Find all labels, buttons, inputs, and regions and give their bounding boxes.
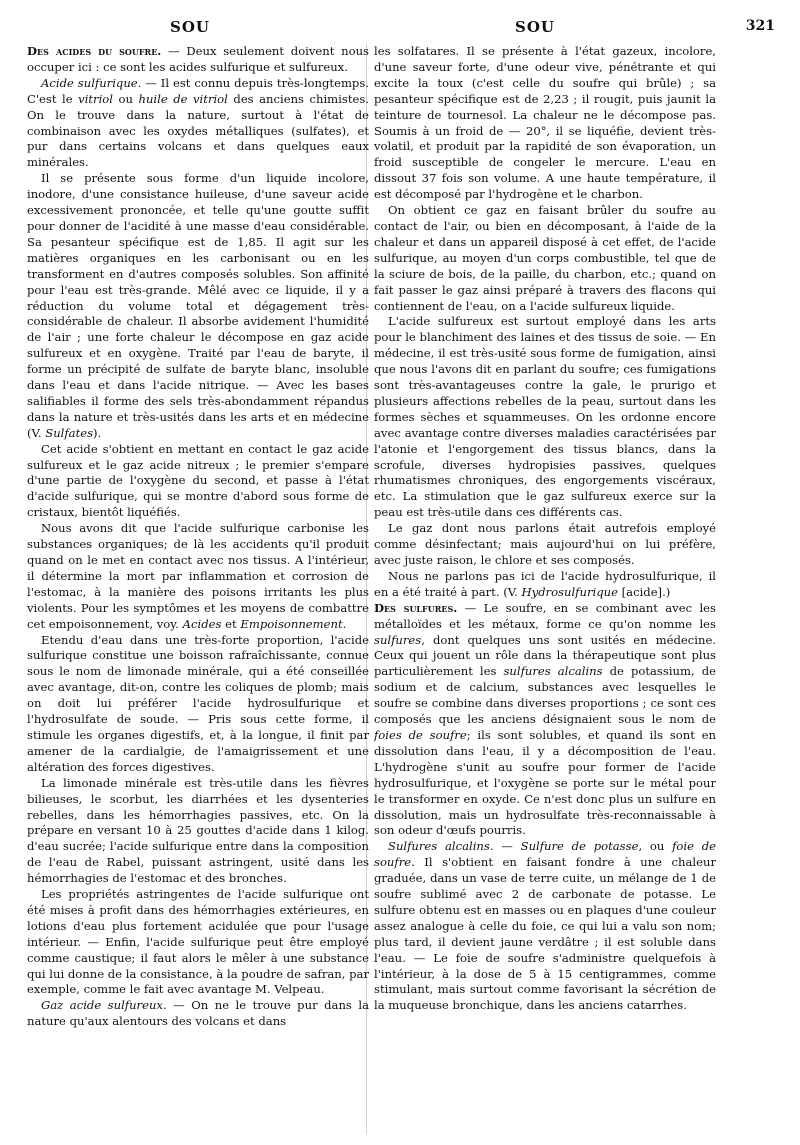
text-run: — Il est connu depuis très-longtemps. C'est le [27, 75, 369, 106]
paragraph [374, 44, 716, 203]
text-run: Les propriétés astringentes de l'acide sulfurique ont été mises à profit dans des hémorrhagies extérieures, en lotions d'eau plus fortement acidulée que pour l'usage intérieur. — Enfin, l'acide sulfurique peut être employé comme caustique; il faut alors le mêler à une substance qui lui donne de la consistance, à la poudre de safran, par exemple, comme le fait avec avantage M. Velpeau. [27, 887, 369, 997]
text-run: de potassium, de sodium et de calcium, substances avec lesquelles le soufre se combine dans diverses proportions ; ce sont ces composés que les anciens désignaient sous le nom de [374, 664, 716, 727]
text-run: L'acide sulfureux est surtout employé dans les arts pour le blanchiment des laines et des tissus de soie. — En médecine, il est très-usité sous forme de fumigation, ainsi que nous l'avons dit en parlant du soufre; ces fumigations sont très-avantageuses contre la gale, le prurigo et plusieurs affections rebelles de la peau, surtout dans les formes sèches et squammeuses. On les ordonne encore avec avantage contre diverses maladies caractérisées par l'atonie et l'engorgement des tissus blancs, dans la scrofule, diverses hydropisies passives, quelques rhumatismes chroniques, des engorgements viscéraux, etc. La stimulation que le gaz sulfureux exerce sur la peau est très-utile dans ces différents cas. [374, 314, 716, 520]
italic-term: sulfures alcalins [503, 664, 603, 679]
text-run: ; ils sont solubles, et quand ils sont en dissolution dans l'eau, il y a décomposition de l'eau. L'hydrogène s'unit au soufre pour former de l'acide hydrosulfurique, et l'oxygène se porte sur le métal pour le transformer en oxyde. Ce n'est donc plus un sulfure en dissolution, mais un hydrosulfate très-reconnaissable à son odeur d'œufs pourris. [374, 727, 716, 838]
italic-term: Sulfates [45, 425, 94, 440]
text-run: Nous ne parlons pas ici de l'acide hydrosulfurique, il en a été traité à part. (V. [374, 568, 716, 599]
italic-term: foie de soufre [374, 839, 716, 870]
paragraph [374, 203, 716, 314]
italic-term: huile de vitriol [138, 91, 228, 106]
italic-term: Hydrosulfurique [521, 584, 618, 599]
paragraph [374, 601, 716, 840]
section-heading: Des sulfures. [374, 600, 458, 615]
text-run: , ou [638, 839, 673, 854]
text-run: . [342, 616, 347, 631]
text-run: ). [93, 425, 102, 440]
text-run: [acide].) [617, 584, 671, 599]
text-run: ou [113, 91, 139, 106]
paragraph [27, 998, 369, 1030]
italic-term: sulfures [374, 632, 422, 647]
italic-term: Sulfures alcalins. [388, 839, 494, 854]
running-head-right: SOU [515, 18, 555, 36]
page-number: 321 [745, 18, 775, 34]
paragraph [374, 314, 716, 521]
text-run: , dont quelques uns sont usités en médecine. Ceux qui jouent un rôle dans la thérapeutique sont plus particulièrement les [374, 632, 716, 679]
paragraph [374, 521, 716, 569]
paragraph [27, 76, 369, 171]
text-run: des anciens chimistes. On le trouve dans la nature, surtout à l'état de combinaison avec les oxydes métalliques (sulfates), et pur dans certains volcans et dans quelques eaux minérales. [27, 91, 369, 170]
paragraph [27, 171, 369, 441]
text-run: — Le soufre, en se combinant avec les métalloïdes et les métaux, forme ce qu'on nomme les [374, 600, 716, 631]
italic-term: Gaz acide sulfureux. [41, 998, 167, 1013]
text-run: Cet acide s'obtient en mettant en contact le gaz acide sulfureux et le gaz acide nitreux ; le premier s'empare d'une partie de l'oxygène du second, et passe à l'état d'acide sulfurique, qui se montre d'abord sous forme de cristaux, bientôt liquéfiés. [27, 441, 369, 520]
right-column [374, 44, 716, 1134]
page-header [0, 18, 800, 42]
running-head-left: SOU [170, 18, 210, 36]
text-run: La limonade minérale est très-utile dans les fièvres bilieuses, le scorbut, les diarrhées et les dysenteries rebelles, dans les hémorrhagies passives, etc. On la prépare en versant 10 à 25 gouttes d'acide dans 1 kilog. d'eau sucrée; l'acide sulfurique entre dans la composition de l'eau de Rabel, puissant astringent, usité dans les hémorrhagies de l'estomac et des bronches. [27, 775, 369, 886]
text-run: Etendu d'eau dans une très-forte proportion, l'acide sulfurique constitue une boisson rafraîchissante, connue sous le nom de limonade minérale, qui a été conseillée avec avantage, dit-on, contre les coliques de plomb; mais on doit lui préférer l'acide hydrosulfurique et l'hydrosulfate de soude. — Pris sous cette forme, il stimule les organes digestifs, et, à la longue, il finit par amener de la cardialgie, de l'amaigrissement et une altération des forces digestives. [27, 632, 369, 774]
text-run: Nous avons dit que l'acide sulfurique carbonise les substances organiques; de là les accidents qu'il produit quand on le met en contact avec nos tissus. A l'intérieur, il détermine la mort par inflammation et corrosion de l'estomac, à la manière des poisons irritants les plus violents. Pour les symptômes et les moyens de combattre cet empoisonnement, voy. [27, 521, 369, 631]
paragraph [27, 776, 369, 887]
text-run: On obtient ce gaz en faisant brûler du soufre au contact de l'air, ou bien en décomposant, à l'aide de la chaleur et dans un appareil disposé à cet effet, de l'acide sulfurique, au moyen d'un corps combustible, tel que de la sciure de bois, de la paille, du charbon, etc.; quand on fait passer le gaz ainsi préparé à travers des flacons qui contiennent de l'eau, on a l'acide sulfureux liquide. [374, 203, 716, 313]
italic-term: Acides [182, 616, 222, 631]
italic-term: Empoisonnement [240, 616, 343, 631]
italic-term: foies de soufre [374, 727, 467, 742]
paragraph [27, 442, 369, 522]
paragraph [27, 521, 369, 632]
paragraph [374, 839, 716, 1014]
italic-term: Sulfure de potasse [520, 839, 639, 854]
paragraph [27, 887, 369, 998]
left-column [27, 44, 369, 1134]
text-run: — [493, 839, 521, 854]
text-run: Le gaz dont nous parlons était autrefois employé comme désinfectant; mais aujourd'hui on lui préfère, avec juste raison, le chlore et ses composés. [374, 521, 716, 567]
text-run: Il se présente sous forme d'un liquide incolore, inodore, d'une consistance huileuse, d'une saveur acide excessivement prononcée, et telle qu'une goutte suffit pour donner de l'acidité à une masse d'eau considérable. Sa pesanteur spécifique est de 1,85. Il agit sur les matières organiques en les carbonisant ou en les transforment en d'autres composés solubles. Son affinité pour l'eau est très-grande. Mêlé avec ce liquide, il y a réduction du volume total et dégagement très-considérable de chaleur. Il absorbe avidement l'humidité de l'air ; une forte chaleur le décompose en gaz acide sulfureux et en oxygène. Traité par l'eau de baryte, il forme un précipité de sulfate de baryte blanc, insoluble dans l'eau et dans l'acide nitrique. — Avec les bases salifiables il forme des sels très-abondamment répandus dans la nature et très-usités dans les arts et en médecine (V. [27, 171, 369, 440]
text-run: et [221, 616, 241, 631]
section-heading: Des acides du soufre. [27, 44, 162, 58]
italic-term: Acide sulfurique. [41, 75, 142, 90]
paragraph [27, 44, 369, 76]
italic-term: vitriol [78, 91, 113, 106]
text-run: — Deux seulement doivent nous occuper ici : ce sont les acides sulfurique et sulfureux. [27, 44, 369, 74]
text-run: . Il s'obtient en faisant fondre à une chaleur graduée, dans un vase de terre cuite, un mélange de 1 de soufre sublimé avec 2 de carbonate de potasse. Le sulfure obtenu est en masses ou en plaques d'une couleur assez analogue à celle du foie, ce qui lui a valu son nom; plus tard, il devient jaune verdâtre ; il est soluble dans l'eau. — Le foie de soufre s'administre quelquefois à l'intérieur, à la dose de 5 à 15 centigrammes, comme stimulant, mais surtout comme favorisant la sécrétion de la muqueuse bronchique, dans les anciens catarrhes. [374, 855, 716, 1013]
paragraph [374, 569, 716, 601]
text-run: — On ne le trouve pur dans la nature qu'aux alentours des volcans et dans [27, 998, 369, 1029]
paragraph [27, 633, 369, 776]
text-run: les solfatares. Il se présente à l'état gazeux, incolore, d'une saveur forte, d'une odeur vive, pénétrante et qui excite la toux (c'est celle du soufre qui brûle) ; sa pesanteur spécifique est de 2,23 ; il rougit, puis jaunit la teinture de tournesol. La chaleur ne le décompose pas. Soumis à un froid de — 20°, il se liquéfie, devient très-volatil, et produit par la rapidité de son évaporation, un froid susceptible de congeler le mercure. L'eau en dissout 37 fois son volume. A une haute température, il est décomposé par l'hydrogène et le charbon. [374, 44, 716, 202]
